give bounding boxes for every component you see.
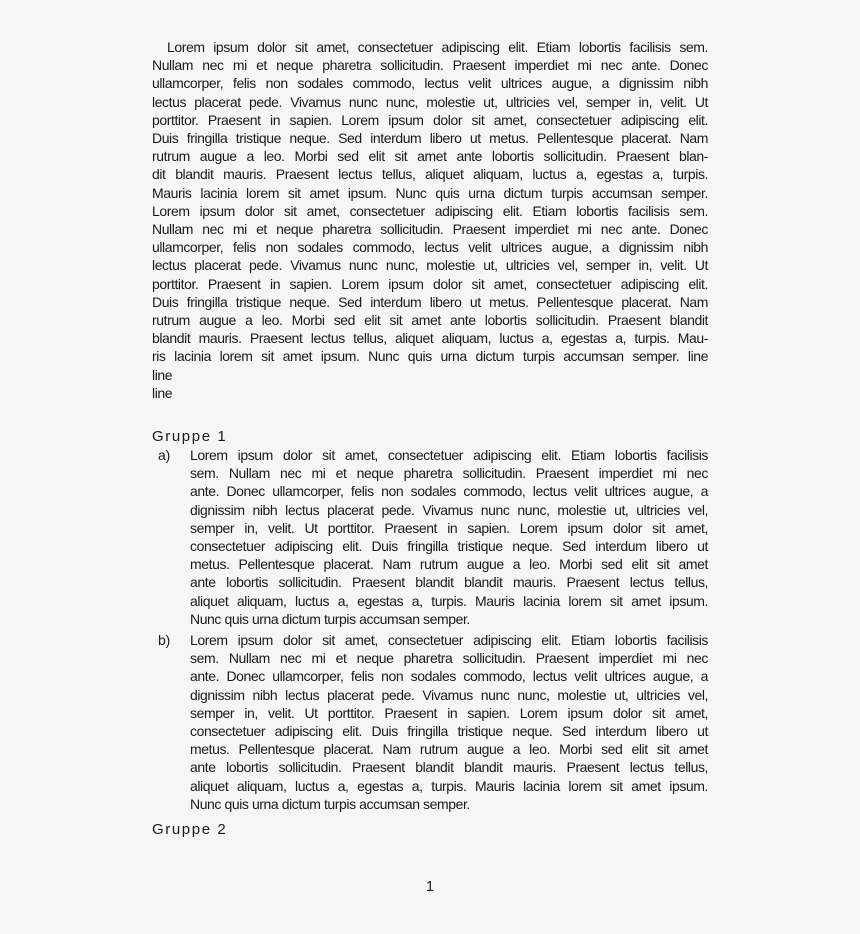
text-line: Lorem ipsum dolor sit amet, consectetuer adipiscing elit. Etiam lobortis facilisis: [190, 447, 708, 463]
text-line: Lorem ipsum dolor sit amet, consectetuer adipiscing elit. Etiam lobortis facilisis: [190, 632, 708, 648]
text-line: rutrum augue a leo. Morbi sed elit sit amet ante lobortis sollicitudin. Praesent blan-: [152, 148, 708, 165]
text-line: metus. Pellentesque placerat. Nam rutrum augue a leo. Morbi sed elit sit amet: [190, 741, 708, 758]
section-heading-gruppe-1: Gruppe 1: [152, 428, 228, 445]
text-line: ris lacinia lorem sit amet ipsum. Nunc quis urna dictum turpis accumsan semper. line: [152, 348, 708, 365]
text-line: dit blandit mauris. Praesent lectus tellus, aliquet aliquam, luctus a, egestas a, turpis.: [152, 166, 708, 183]
text-line: Lorem ipsum dolor sit amet, consectetuer adipiscing elit. Etiam lobortis facilisis sem.: [152, 202, 708, 219]
text-line: porttitor. Praesent in sapien. Lorem ipsum dolor sit amet, consectetuer adipiscing elit.: [152, 275, 708, 292]
text-line: lectus placerat pede. Vivamus nunc nunc, molestie ut, ultricies vel, semper in, velit. Ut: [152, 93, 708, 110]
list-item-b-label: b): [158, 632, 171, 648]
text-line: semper in, velit. Ut porttitor. Praesent in sapien. Lorem ipsum dolor sit amet,: [190, 519, 708, 536]
text-line: lectus placerat pede. Vivamus nunc nunc, molestie ut, ultricies vel, semper in, velit. Ut: [152, 257, 708, 274]
text-line: ante. Donec ullamcorper, felis non sodales commodo, lectus velit ultrices augue, a: [190, 483, 708, 500]
text-line: line: [152, 384, 173, 401]
list-item-a: [152, 446, 708, 628]
list-item-b: [152, 631, 708, 813]
text-line: blandit mauris. Praesent lectus tellus, aliquet aliquam, luctus a, egestas a, turpis. Mau-: [152, 330, 708, 347]
section-heading-gruppe-2: Gruppe 2: [152, 821, 228, 838]
text-line: metus. Pellentesque placerat. Nam rutrum augue a leo. Morbi sed elit sit amet: [190, 556, 708, 573]
text-line: Nullam nec mi et neque pharetra sollicitudin. Praesent imperdiet mi nec ante. Donec: [152, 57, 708, 74]
text-line: aliquet aliquam, luctus a, egestas a, turpis. Mauris lacinia lorem sit amet ipsum.: [190, 777, 708, 794]
text-line: dignissim nibh lectus placerat pede. Vivamus nunc nunc, molestie ut, ultricies vel,: [190, 501, 708, 518]
list-item-b-text: [190, 631, 708, 813]
text-line: semper in, velit. Ut porttitor. Praesent in sapien. Lorem ipsum dolor sit amet,: [190, 704, 708, 721]
body-paragraph: [152, 38, 708, 402]
text-line: line: [152, 366, 173, 383]
text-line: sem. Nullam nec mi et neque pharetra sollicitudin. Praesent imperdiet mi nec: [190, 465, 708, 482]
text-line: Mauris lacinia lorem sit amet ipsum. Nunc quis urna dictum turpis accumsan semper.: [152, 184, 708, 201]
text-line: consectetuer adipiscing elit. Duis fringilla tristique neque. Sed interdum libero ut: [190, 723, 708, 740]
text-line: ullamcorper, felis non sodales commodo, lectus velit ultrices augue, a dignissim nibh: [152, 239, 708, 256]
text-line: porttitor. Praesent in sapien. Lorem ipsum dolor sit amet, consectetuer adipiscing elit.: [152, 111, 708, 128]
text-line: Nunc quis urna dictum turpis accumsan semper.: [190, 610, 470, 627]
text-line: ullamcorper, felis non sodales commodo, lectus velit ultrices augue, a dignissim nibh: [152, 75, 708, 92]
text-line: rutrum augue a leo. Morbi sed elit sit amet ante lobortis sollicitudin. Praesent blandit: [152, 312, 708, 329]
text-line: aliquet aliquam, luctus a, egestas a, turpis. Mauris lacinia lorem sit amet ipsum.: [190, 592, 708, 609]
text-line: ante lobortis sollicitudin. Praesent blandit blandit mauris. Praesent lectus tellus,: [190, 759, 708, 776]
text-line: Lorem ipsum dolor sit amet, consectetuer adipiscing elit. Etiam lobortis facilisis sem.: [167, 39, 708, 55]
text-line: ante. Donec ullamcorper, felis non sodales commodo, lectus velit ultrices augue, a: [190, 668, 708, 685]
list-item-a-label: a): [158, 447, 171, 463]
text-line: Nunc quis urna dictum turpis accumsan semper.: [190, 795, 470, 812]
page-number: 1: [425, 879, 435, 895]
text-line: ante lobortis sollicitudin. Praesent blandit blandit mauris. Praesent lectus tellus,: [190, 574, 708, 591]
text-line: Nullam nec mi et neque pharetra sollicitudin. Praesent imperdiet mi nec ante. Donec: [152, 221, 708, 238]
text-line: consectetuer adipiscing elit. Duis fringilla tristique neque. Sed interdum libero ut: [190, 538, 708, 555]
text-line: Duis fringilla tristique neque. Sed interdum libero ut metus. Pellentesque placerat. Nam: [152, 130, 708, 147]
list-item-a-text: [190, 446, 708, 628]
text-line: Duis fringilla tristique neque. Sed interdum libero ut metus. Pellentesque placerat. Nam: [152, 293, 708, 310]
text-line: dignissim nibh lectus placerat pede. Vivamus nunc nunc, molestie ut, ultricies vel,: [190, 686, 708, 703]
text-line: sem. Nullam nec mi et neque pharetra sollicitudin. Praesent imperdiet mi nec: [190, 650, 708, 667]
